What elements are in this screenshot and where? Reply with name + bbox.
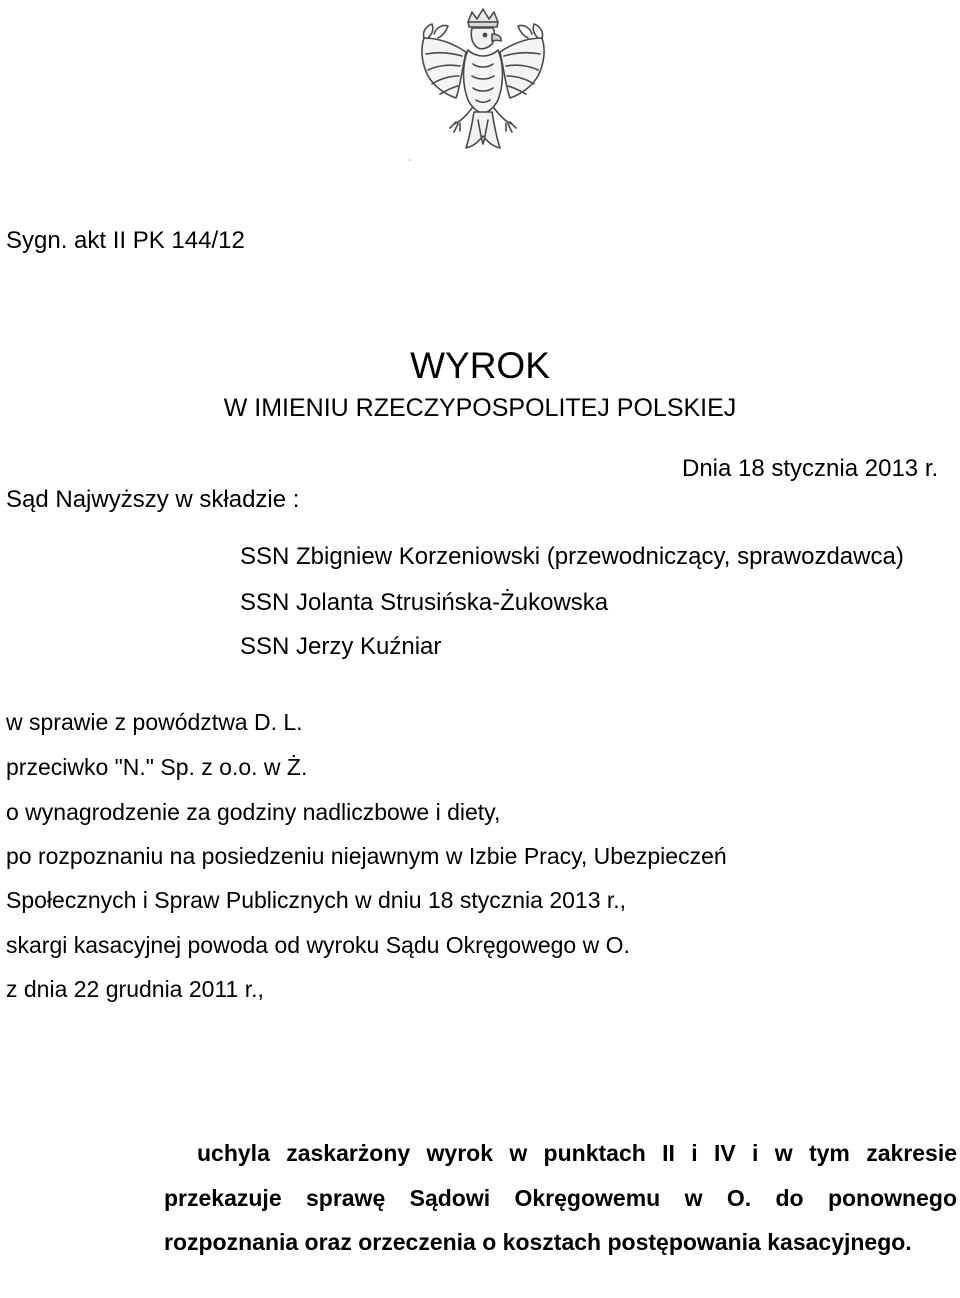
judgment-date: Dnia 18 stycznia 2013 r.	[682, 455, 939, 482]
case-line-appeal-date: z dnia 22 grudnia 2011 r.,	[6, 976, 264, 1002]
case-line-hearing-date: Społecznych i Spraw Publicznych w dniu 18 stycznia 2013 r.,	[6, 887, 627, 913]
polish-eagle-emblem-icon	[398, 4, 568, 170]
case-line-appeal: skargi kasacyjnej powoda od wyroku Sądu Okręgowego w O.	[6, 932, 630, 958]
case-line-hearing: po rozpoznaniu na posiedzeniu niejawnym w Izbie Pracy, Ubezpieczeń	[6, 843, 727, 869]
court-composition-label: Sąd Najwyższy w składzie :	[6, 486, 300, 513]
case-line-plaintiff: w sprawie z powództwa D. L.	[6, 709, 303, 735]
document-subtitle: W IMIENIU RZECZYPOSPOLITEJ POLSKIEJ	[223, 394, 737, 422]
document-title: WYROK	[410, 345, 550, 386]
case-number: Sygn. akt II PK 144/12	[6, 227, 245, 254]
judge-presiding: SSN Zbigniew Korzeniowski (przewodniczący, sprawozdawca)	[240, 543, 904, 570]
case-line-defendant: przeciwko "N." Sp. z o.o. w Ż.	[6, 754, 308, 780]
judge-third: SSN Jerzy Kuźniar	[240, 633, 442, 660]
case-line-subject: o wynagrodzenie za godziny nadliczbowe i diety,	[6, 799, 501, 825]
judge-second: SSN Jolanta Strusińska-Żukowska	[240, 589, 609, 616]
decision-text: uchyla zaskarżony wyrok w punktach II i IV i w tym zakresie przekazuje sprawę Sądowi Okręgowemu w O. do ponownego rozpoznania oraz orzeczenia o kosztach postępowania kasacyjnego.	[164, 1140, 957, 1255]
